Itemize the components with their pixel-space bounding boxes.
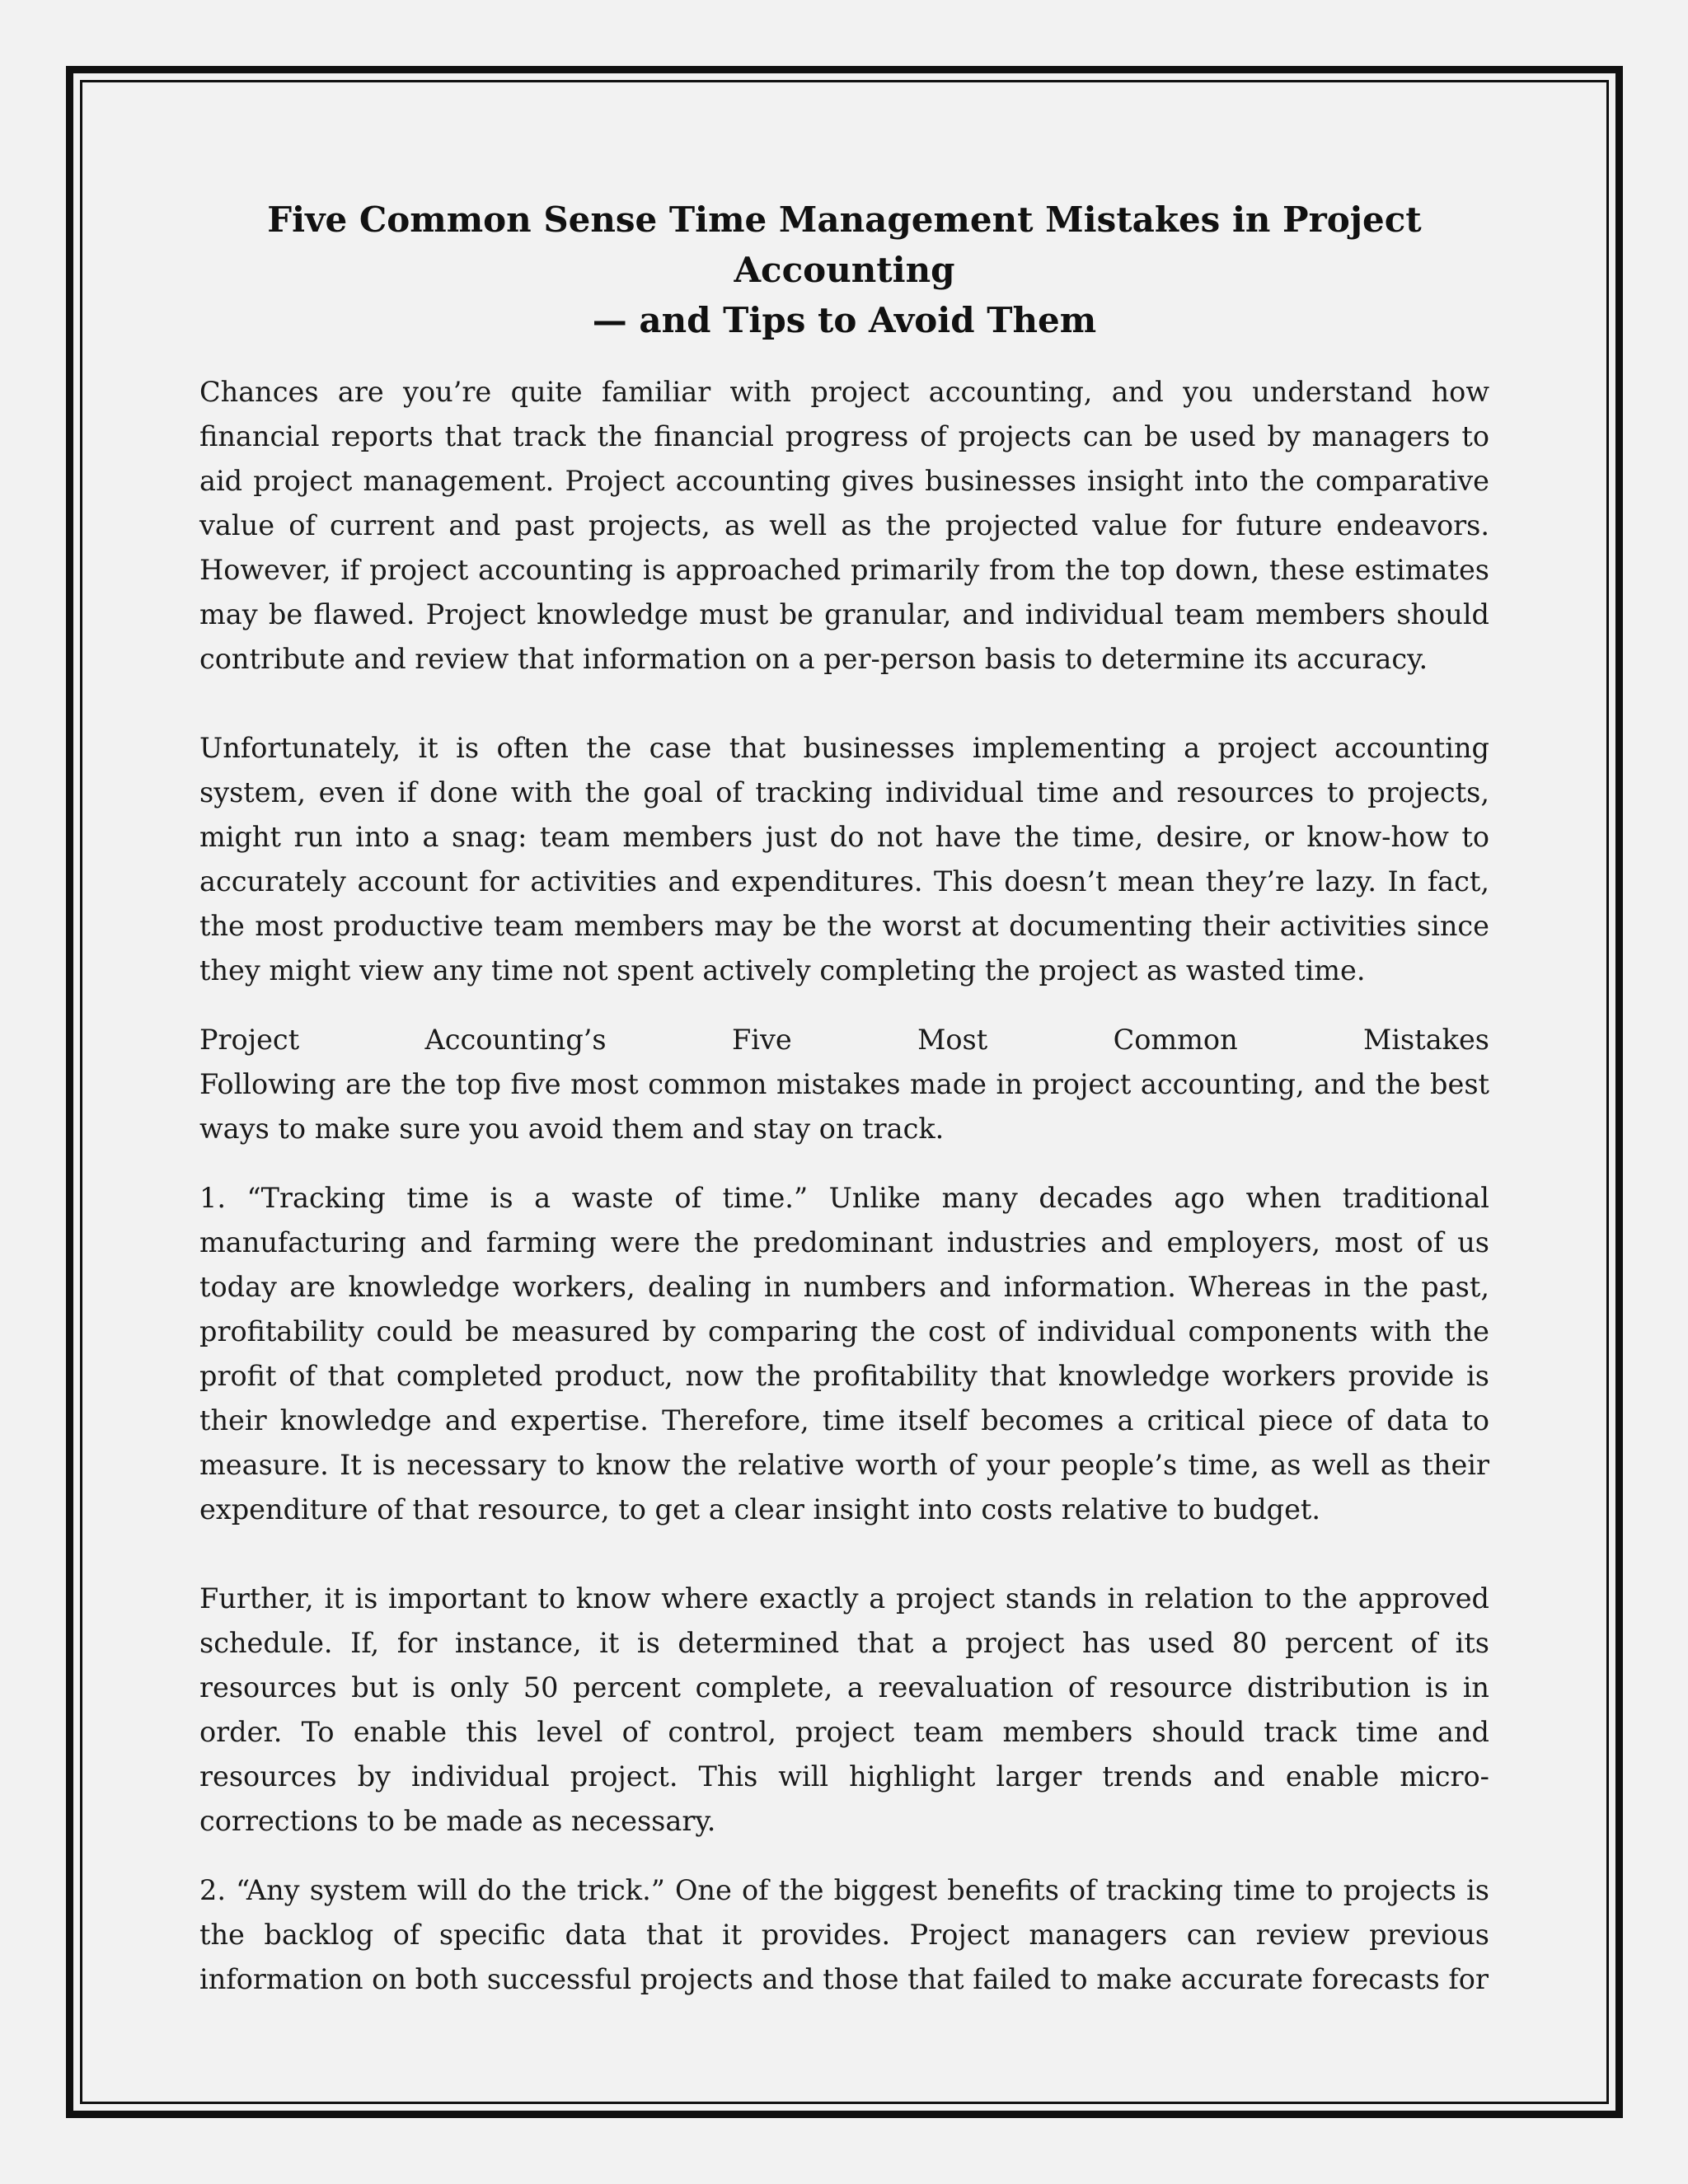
section-heading: Project Accounting’s Five Most Common Mistakes (199, 1024, 1489, 1056)
document-body (199, 194, 1489, 2002)
paragraph-mistake-2: 2. “Any system will do the trick.” One of the biggest benefits of tracking time to projects is the backlog of specific data that it provides. Project managers can review previous information on both successful projects and those that failed to make accurate forecasts for (199, 1874, 1489, 1995)
section-block (199, 1018, 1489, 1151)
paragraph-mistake-1: 1. “Tracking time is a waste of time.” Unlike many decades ago when traditional manufacturing and farming were the predominant industries and employers, most of us today are knowledge workers, dealing in numbers and information. Whereas in the past, profitability could be measured by comparing the cost of individual components with the profit of that completed product, now the profitability that knowledge workers provide is their knowledge and expertise. Therefore, time itself becomes a critical piece of data to measure. It is necessary to know the relative worth of your people’s time, as well as their expenditure of that resource, to get a clear insight into costs relative to budget. (199, 1182, 1489, 1526)
document-title (199, 194, 1489, 345)
paragraph-unfortunately: Unfortunately, it is often the case that businesses implementing a project accounting system, even if done with the goal of tracking individual time and resources to projects, might run into a snag: team members just do not have the time, desire, or know-how to accurately account for activities and expenditures. This doesn’t mean they’re lazy. In fact, the most productive team members may be the worst at documenting their activities since they might view any time not spent actively completing the project as wasted time. (199, 732, 1489, 987)
section-intro: Following are the top five most common mistakes made in project accounting, and the best ways to make sure you avoid them and stay on track. (199, 1068, 1489, 1145)
title-line-2: — and Tips to Avoid Them (592, 300, 1097, 340)
paragraph-intro: Chances are you’re quite familiar with project accounting, and you understand how financial reports that track the financial progress of projects can be used by managers to aid project management. Project accounting gives businesses insight into the comparative value of current and past projects, as well as the projected value for future endeavors. However, if project accounting is approached primarily from the top down, these estimates may be flawed. Project knowledge must be granular, and individual team members should contribute and review that information on a per-person basis to determine its accuracy. (199, 376, 1489, 675)
paragraph-mistake-1-continued: Further, it is important to know where exactly a project stands in relation to the approved schedule. If, for instance, it is determined that a project has used 80 percent of its resources but is only 50 percent complete, a reevaluation of resource distribution is in order. To enable this level of control, project team members should track time and resources by individual project. This will highlight larger trends and enable micro-corrections to be made as necessary. (199, 1582, 1489, 1837)
title-line-1: Five Common Sense Time Management Mistakes in Project Accounting (267, 199, 1422, 290)
